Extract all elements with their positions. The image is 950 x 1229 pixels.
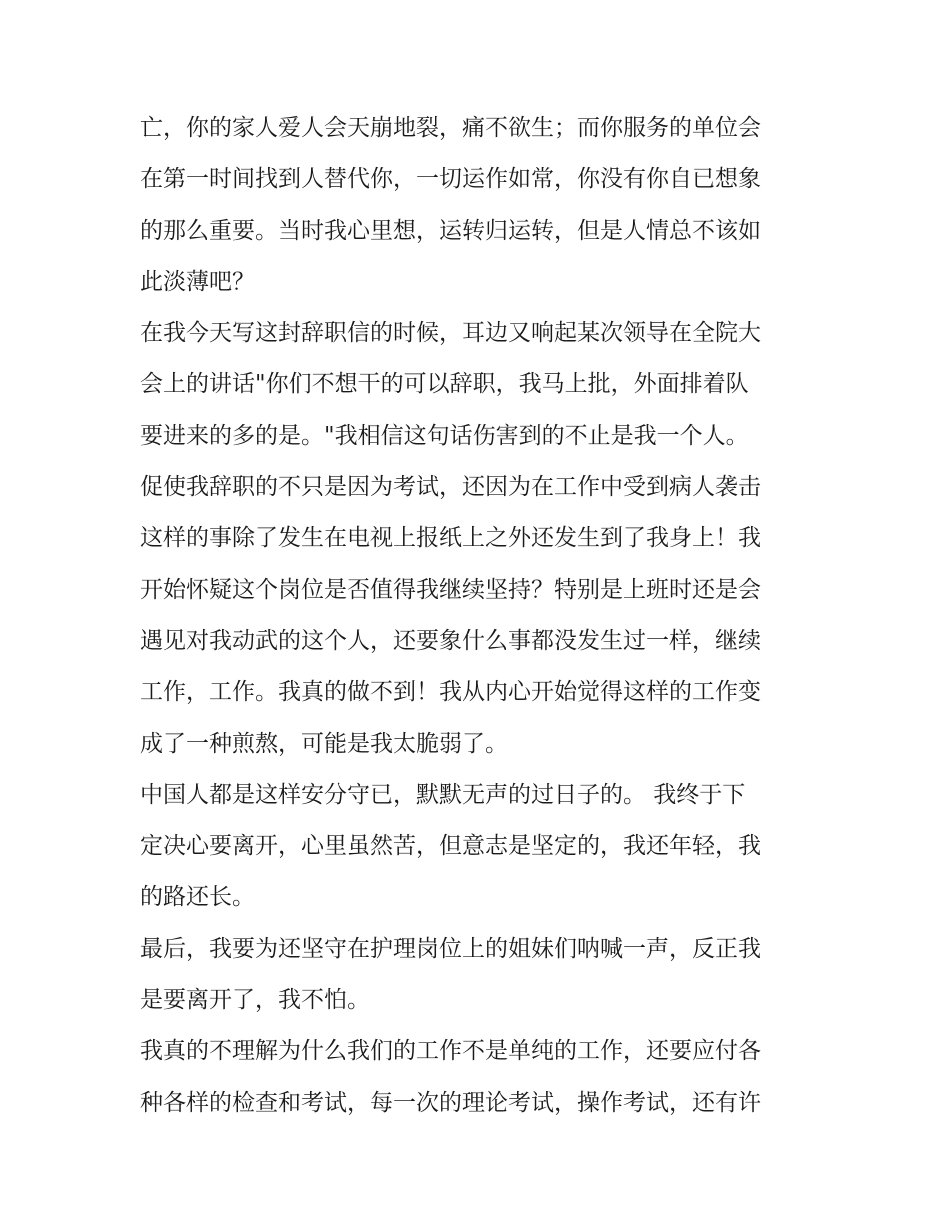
text-line: 在我今天写这封辞职信的时候，耳边又响起某次领导在全院大 xyxy=(140,320,761,347)
text-line: 开始怀疑这个岗位是否值得我继续坚持？特别是上班时还是会 xyxy=(140,576,761,603)
text-line: 促使我辞职的不只是因为考试，还因为在工作中受到病人袭击 xyxy=(140,474,761,501)
text-line: 遇见对我动武的这个人，还要象什么事都没发生过一样，继续 xyxy=(140,627,761,654)
text-line: 是要离开了，我不怕。 xyxy=(140,987,370,1014)
text-line: 工作，工作。我真的做不到！我从内心开始觉得这样的工作变 xyxy=(140,679,761,706)
text-line: 中国人都是这样安分守已，默默无声的过日子的。 我终于下 xyxy=(140,781,746,808)
text-line: 成了一种煎熬，可能是我太脆弱了。 xyxy=(140,730,508,757)
text-line: 要进来的多的是。"我相信这句话伤害到的不止是我一个人。 xyxy=(140,422,749,449)
text-line: 最后，我要为还坚守在护理岗位上的姐妹们呐喊一声，反正我 xyxy=(140,935,761,962)
text-line: 在第一时间找到人替代你，一切运作如常，你没有你自已想象 xyxy=(140,166,761,193)
text-line: 会上的讲话"你们不想干的可以辞职，我马上批，外面排着队 xyxy=(140,371,749,398)
text-line: 定决心要离开，心里虽然苦，但意志是坚定的，我还年轻，我 xyxy=(140,833,761,860)
text-line: 我真的不理解为什么我们的工作不是单纯的工作，还要应付各 xyxy=(140,1038,761,1065)
text-line: 亡，你的家人爱人会天崩地裂，痛不欲生；而你服务的单位会 xyxy=(140,115,761,141)
body-text xyxy=(140,103,820,1129)
text-line: 这样的事除了发生在电视上报纸上之外还发生到了我身上！我 xyxy=(140,525,761,552)
text-line: 此淡薄吧？ xyxy=(140,268,255,295)
text-line: 的那么重要。当时我心里想，运转归运转，但是人情总不该如 xyxy=(140,217,761,244)
text-line: 的路还长。 xyxy=(140,884,255,911)
text-line: 种各样的检查和考试，每一次的理论考试，操作考试，还有许 xyxy=(140,1089,761,1116)
